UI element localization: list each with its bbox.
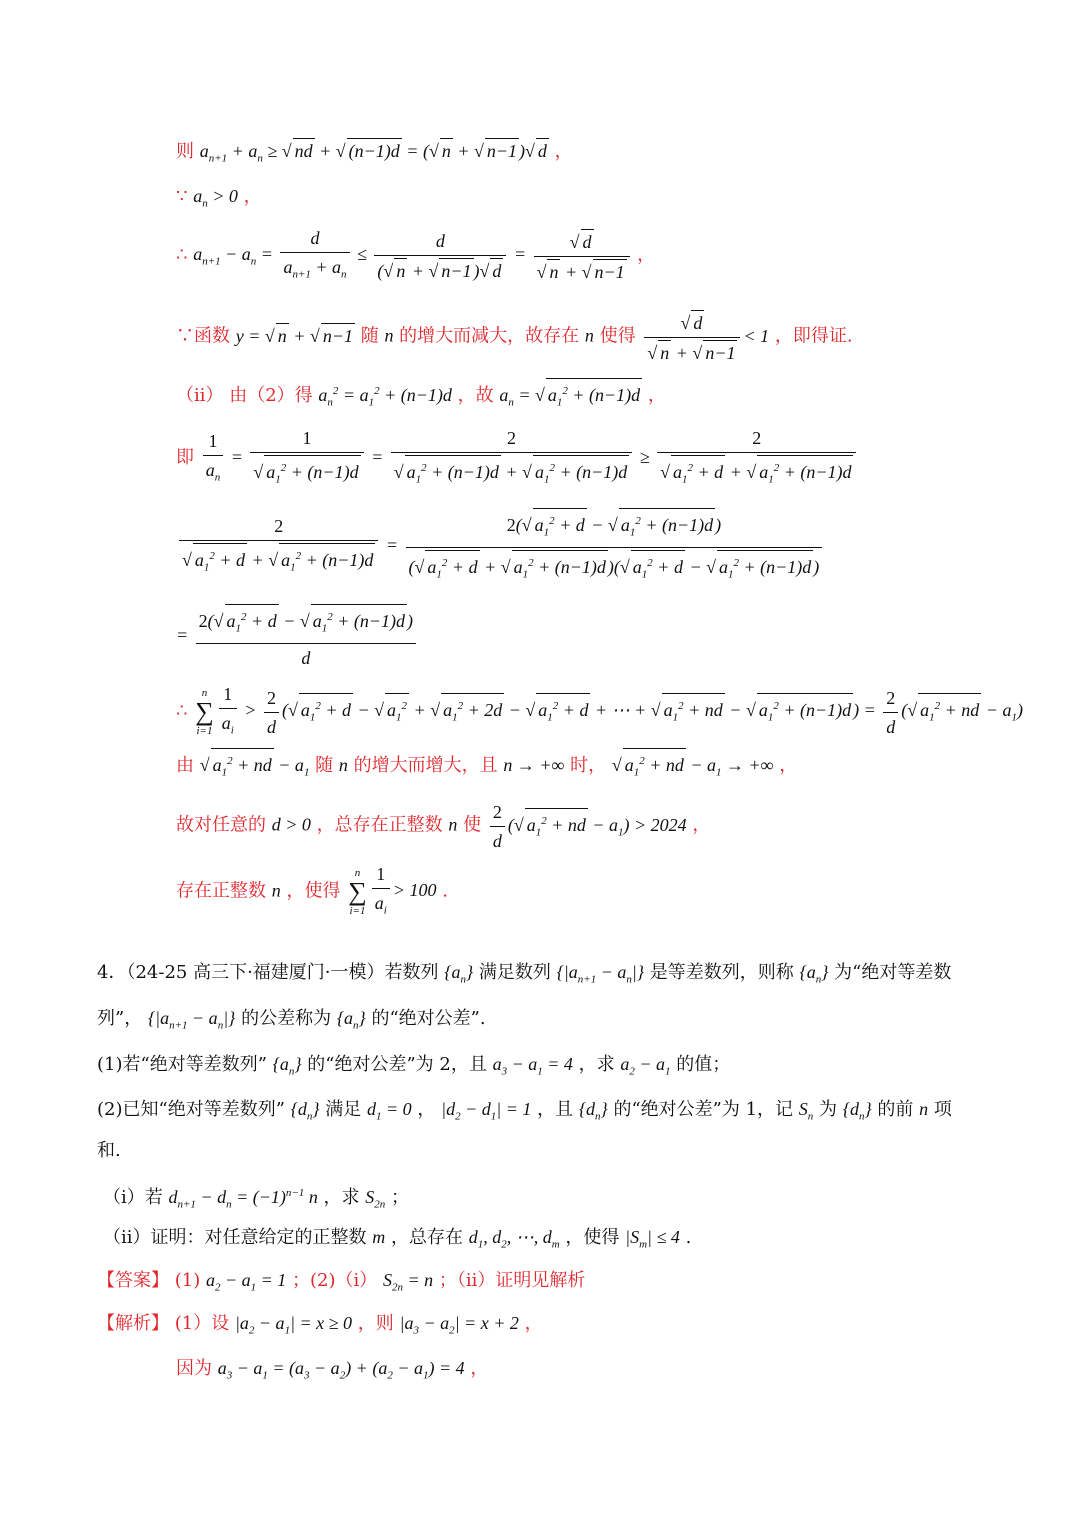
proof-line-3 (176, 226, 655, 287)
math: $d_1$, $d_2$, ⋯, $d_m$ (468, 1227, 560, 1251)
text: 列”， (97, 1008, 143, 1029)
text: 满足数列 (478, 962, 551, 983)
math: $S_{2n}$ (365, 1187, 386, 1211)
text: 的前 (877, 1099, 914, 1120)
text: ， (554, 141, 573, 162)
math: d > 0 (271, 814, 311, 835)
text: ， (470, 1358, 489, 1379)
text: ，总存在 (390, 1227, 463, 1248)
math: $|a_2 - a_1| = x \ge 0$ (234, 1313, 353, 1337)
proof-line-12 (176, 862, 448, 923)
text: ， (524, 1313, 543, 1334)
text: 的增大而增大，且 (353, 755, 498, 776)
proof-line-6 (176, 426, 859, 492)
analysis-line-1 (97, 1311, 543, 1343)
math: n ∑ i=1 $\frac{1}{a_i}$ > $\frac{2}{d}$ (√ $a_1^2 + d$ − √ $a_1^2$ + √ $a_1^2 + 2d$ − √ $a_1^2 + d$ + ⋯ + √ $a_1^2$ + nd − √ $a_1^2 + (n-1)d$ ) = $\frac{2}{d}$ (√ $a_1^2$ + nd − $a_1$) (195, 684, 1023, 738)
math: = $\frac{2(√ a_1^2 + d - √ a_1^2 + (n-1)d )}{d}$ (176, 625, 419, 645)
text: 的值； (676, 1054, 731, 1075)
text: 为 (819, 1099, 838, 1120)
text: 和. (97, 1140, 121, 1161)
math: $a_3 - a_1 = 4$ (492, 1054, 573, 1078)
analysis-tag: 【解析】 (97, 1313, 169, 1334)
math: $\{a_n\}$ (799, 962, 829, 986)
question-4-part-2 (97, 1097, 952, 1129)
text: ∵函数 (176, 325, 230, 347)
text: ，求 (578, 1054, 615, 1075)
math: $\{d_n\}$ (842, 1099, 872, 1123)
text: 的“绝对公差”为 1，记 (613, 1099, 794, 1120)
math: $\frac{√ d}{√ n + √ n-1}$ < 1 (641, 326, 769, 346)
math: $\frac{2}{√ a_1^2 + d + √ a_1^2 + (n-1)d}$ = $\frac{2(√ a_1^2 + d - √ a_1^2 + (n-1)d )}{(√ a_1^2 + d + √ a_1^2 + (n-1)d )(√ a_1^2 + d - √ a_1^2 + (n-1)d )}$ (176, 535, 825, 555)
math: m (372, 1227, 386, 1247)
math: n (919, 1099, 929, 1119)
math: √ $a_1^2$ + nd − $a_1$ → +∞ (612, 755, 774, 775)
text: ，故 (457, 385, 494, 406)
math: $d_{n+1} - d_n = (-1)^{n-1}$ n (168, 1187, 318, 1211)
question-4-part-2ii (103, 1225, 691, 1257)
proof-line-9 (176, 682, 1023, 743)
text: 项 (933, 1099, 952, 1120)
text: ∴ (176, 244, 188, 266)
math: $\{a_n\}$ (444, 962, 474, 986)
question-4-part-2i (103, 1181, 409, 1217)
text: . (442, 880, 448, 902)
text: 存在正整数 (176, 880, 266, 902)
text: ，且 (537, 1099, 574, 1120)
text: ， (779, 755, 798, 776)
math: $S_{2n} = n$ (383, 1270, 434, 1294)
text: (1）设 (174, 1313, 230, 1334)
math: $a_n > 0$ (193, 186, 238, 210)
math: $a_2 - a_1 = 1$ (205, 1270, 287, 1294)
math: n ∑ i=1 $\frac{1}{a_i}$ > 100 (348, 864, 437, 918)
question-4-line-2 (97, 1006, 486, 1038)
analysis-line-2 (176, 1356, 488, 1388)
math: $\{|a_{n+1} - a_n|\}$ (147, 1008, 236, 1032)
text: ， (637, 244, 656, 266)
text: 即 (176, 446, 194, 468)
math: $\frac{2}{d}$ (√ $a_1^2$ + nd − $a_1) > 2024$ (487, 815, 687, 835)
text: 的公差称为 (241, 1008, 332, 1029)
math: $a_2 - a_1$ (620, 1054, 671, 1078)
text: ，使得 (565, 1227, 620, 1248)
question-4-line-5 (97, 1139, 121, 1163)
text: 随 (360, 325, 379, 347)
math: $a_3 - a_1 = (a_3 - a_2) + (a_2 - a_1) = 4$ (217, 1358, 465, 1382)
math: n → +∞ (503, 755, 565, 775)
text: 满足 (325, 1099, 362, 1120)
text: ，即得证. (774, 325, 853, 347)
text: 为“绝对等差数 (834, 962, 952, 983)
text: 因为 (176, 1358, 212, 1379)
answer-line (97, 1268, 585, 1300)
math: $|a_3 - a_2| = x + 2$ (399, 1313, 519, 1337)
answer-tag: 【答案】 (97, 1270, 169, 1291)
text: 的增大而减大，故存在 (399, 325, 580, 347)
math: n (271, 880, 281, 901)
math: n (384, 325, 394, 346)
text: ；(2)（i） (292, 1270, 378, 1291)
math: $d_1 = 0$ (367, 1099, 412, 1123)
math: $a_n^2 = a_1^2 + (n-1)d$ (318, 385, 452, 409)
text: ，求 (323, 1187, 360, 1208)
text: ∴ (176, 700, 188, 722)
proof-line-5 (176, 378, 666, 415)
text: ， (417, 1099, 436, 1120)
text: ；（ii）证明见解析 (438, 1270, 586, 1291)
text: . (685, 1227, 692, 1248)
text: (1) (174, 1270, 201, 1291)
question-4-part-1 (97, 1052, 730, 1084)
math: $a_{n+1} - a_n$ = $\frac{d}{a_{n+1} + a_n}$ ≤ $\frac{d}{(√ n + √ n-1 )√ d}$ = $\frac{√ d}{√ n + √ n-1}$ (193, 244, 637, 264)
math: n (584, 325, 594, 346)
math: $|d_2 - d_1| = 1$ (441, 1099, 532, 1123)
text: 的“绝对公差”为 2，且 (307, 1054, 487, 1075)
text: ，总存在正整数 (316, 814, 443, 836)
proof-line-4 (176, 310, 853, 365)
math: $\{|a_{n+1} - a_n|\}$ (556, 962, 645, 986)
math: √ $a_1^2$ + nd − $a_1$ (200, 755, 310, 775)
question-4-line-1 (97, 960, 951, 992)
text: 随 (315, 755, 334, 776)
math: n (338, 755, 348, 775)
text: 是等差数列，则称 (649, 962, 794, 983)
text: 的“绝对公差”. (371, 1008, 486, 1029)
math: n (448, 814, 458, 835)
math: $S_n$ (798, 1099, 814, 1123)
proof-line-2 (176, 184, 262, 216)
text: 由 (176, 755, 194, 776)
proof-line-1 (176, 138, 573, 171)
text: ； (391, 1187, 410, 1208)
text: 则 (176, 141, 194, 162)
proof-line-7 (176, 508, 825, 586)
math: $a_{n+1} + a_n$ ≥ √ nd + √ (n−1)d = (√ n + √ n−1 )√ d (200, 141, 549, 161)
math: $|S_m| \le 4$ (625, 1227, 680, 1251)
math: $\{d_n\}$ (290, 1099, 320, 1123)
math: $a_n$ = √ $a_1^2 + (n-1)d$ (499, 385, 642, 405)
text: ， (243, 186, 262, 207)
math: y = √ n + √ n−1 (236, 326, 355, 346)
text: (1)若“绝对等差数列” (97, 1054, 267, 1075)
math: $\{d_n\}$ (578, 1099, 608, 1123)
text: （ii）证明：对任意给定的正整数 (103, 1227, 367, 1248)
math: $\{a_n\}$ (336, 1008, 366, 1032)
text: ，使得 (286, 880, 341, 902)
text: （ii） 由（2）得 (176, 385, 313, 406)
proof-line-8 (176, 604, 419, 670)
text: ∵ (176, 186, 188, 207)
text: 时， (570, 755, 607, 776)
text: 故对任意的 (176, 814, 266, 836)
text: 使 (463, 814, 482, 836)
proof-line-10 (176, 748, 797, 785)
text: （i）若 (103, 1187, 163, 1208)
proof-line-11 (176, 800, 710, 853)
text: ， (692, 814, 711, 836)
text: ，则 (357, 1313, 394, 1334)
math: $\frac{1}{a_n}$ = $\frac{1}{√ a_1^2 + (n-1)d}$ = $\frac{2}{√ a_1^2 + (n-1)d + √ a_1^2 + (n-1)d}$ ≥ $\frac{2}{√ a_1^2 + d + √ a_1^2 + (n-1)d}$ (200, 447, 860, 467)
text: 使得 (599, 325, 636, 347)
text: 4．（24-25 高三下·福建厦门·一模）若数列 (97, 962, 439, 983)
text: (2)已知“绝对等差数列” (97, 1099, 285, 1120)
math: $\{a_n\}$ (272, 1054, 302, 1078)
text: ， (647, 385, 666, 406)
